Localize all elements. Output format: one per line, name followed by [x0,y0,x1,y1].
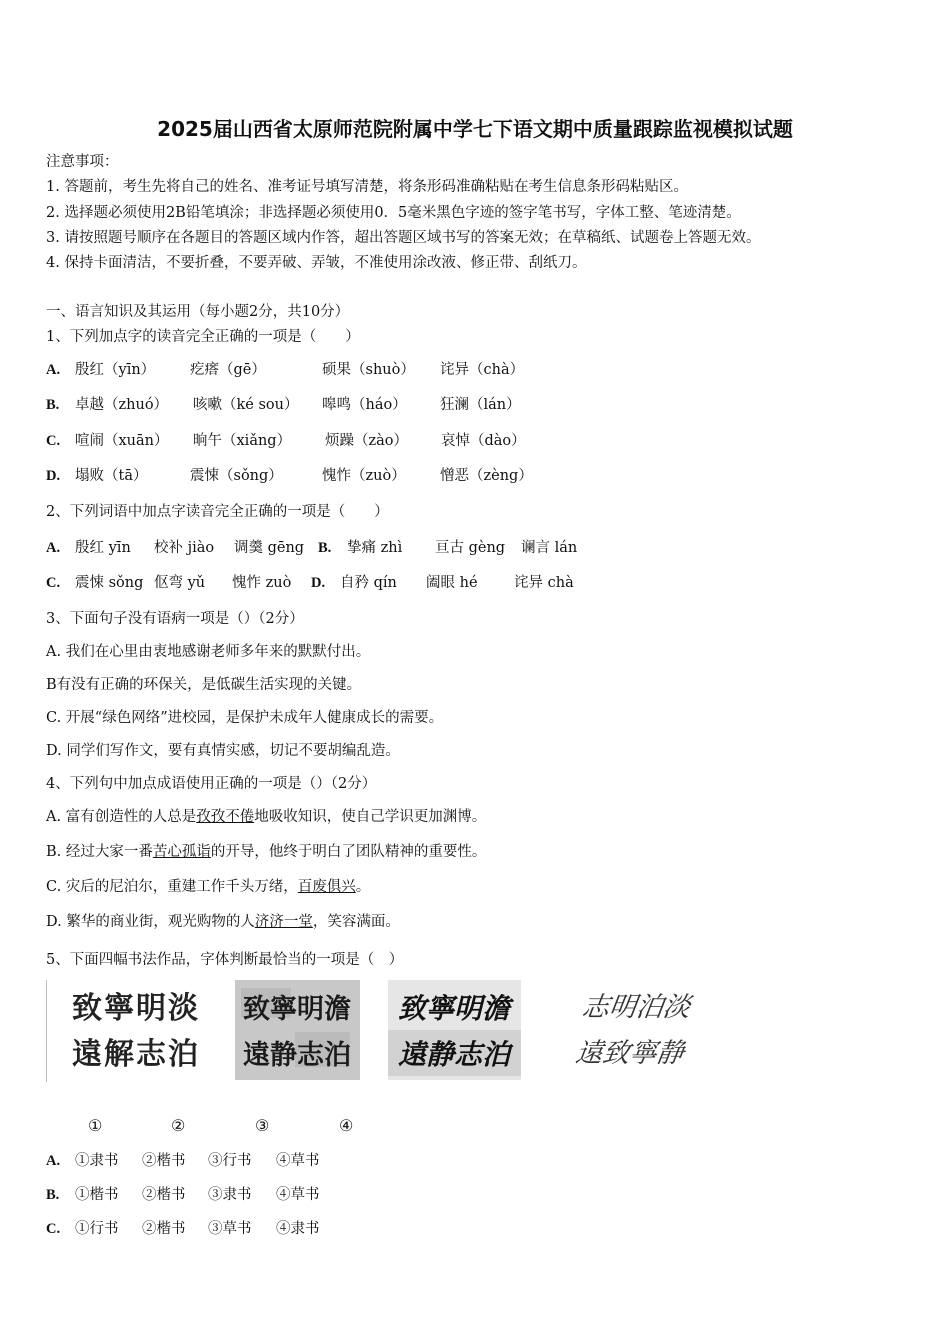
image-border [46,980,47,1082]
q1-option-label: C. [46,433,61,449]
question-3-stem: 3、下面句子没有语病一项是（）（2分） [46,611,304,627]
notice-item: 2. 选择题必须使用2B铅笔填涂；非选择题必须使用0．5毫米黑色字迹的签字笔书写，字体工整、笔迹清楚。 [46,205,741,221]
question-1-stem: 1、下列加点字的读音完全正确的一项是（ ） [46,329,360,345]
q2-option-item: 自矜 qín [340,575,397,591]
q5-option-item: ④草书 [276,1153,320,1169]
q2-option-label: D. [311,575,326,591]
calligraphy-text: 致寧明澹 [397,992,511,1025]
q1-option-label: B. [46,397,60,413]
notice-item: 1. 答题前，考生先将自己的姓名、准考证号填写清楚，将条形码准确粘贴在考生信息条形码粘贴区。 [46,179,688,195]
question-5-stem: 5、下面四幅书法作品，字体判断最恰当的一项是（ ） [46,952,404,968]
section-heading: 一、语言知识及其运用（每小题2分，共10分） [46,304,350,320]
q5-option-label: C. [46,1221,61,1237]
idiom: 百废俱兴 [297,879,356,895]
q1-option-item: 诧异（chà） [440,362,525,378]
q2-option-item: 校补 jiào [154,540,215,556]
q2-option-item: 亘古 gèng [435,540,506,556]
q5-option-item: ②楷书 [142,1187,186,1203]
idiom: 苦心孤诣 [152,844,211,860]
calligraphy-text: 遠静志泊 [397,1038,511,1071]
q2-option-item: 震悚 sǒng [75,575,144,591]
q2-option-item: 殷红 yīn [75,540,131,556]
q5-option-label: A. [46,1153,61,1169]
q4-option: B. 经过大家一番苦心孤诣的开导，他终于明白了团队精神的重要性。 [46,844,487,860]
q1-option-item: 嗥鸣（háo） [322,397,407,413]
q1-option-item: 晌午（xiǎng） [193,433,292,449]
q4-option: A. 富有创造性的人总是孜孜不倦地吸收知识，使自己学识更加渊博。 [46,809,487,825]
q5-option-item: ①隶书 [75,1153,119,1169]
q1-option-item: 疙瘩（gē） [190,362,266,378]
calligraphy-text: 致寧明澹 [243,994,351,1025]
calligraphy-text: 志明泊淡 [579,992,693,1023]
q1-option-item: 震悚（sǒng） [190,468,283,484]
q5-option-item: ④草书 [276,1187,320,1203]
q3-option: D. 同学们写作文，要有真情实感，切记不要胡编乱造。 [46,743,400,759]
q5-option-item: ①楷书 [75,1187,119,1203]
calligraphy-work-1 [66,980,206,1080]
q2-option-item: 谰言 lán [521,540,578,556]
q4-option: D. 繁华的商业街，观光购物的人济济一堂，笑容满面。 [46,914,400,930]
q1-option-item: 愧怍（zuò） [322,468,406,484]
q1-option-label: A. [46,362,61,378]
q5-option-label: B. [46,1187,60,1203]
q1-option-item: 喧闹（xuān） [75,433,169,449]
q2-option-item: 阖眼 hé [426,575,478,591]
q2-option-item: 调羹 gēng [234,540,305,556]
q1-option-item: 卓越（zhuó） [75,397,169,413]
calligraphy-work-2 [235,980,360,1080]
q3-option: A. 我们在心里由衷地感谢老师多年来的默默付出。 [46,644,371,660]
idiom: 孜孜不倦 [196,809,255,825]
q5-option-item: ①行书 [75,1221,119,1237]
question-4-stem: 4、下列句中加点成语使用正确的一项是（）（2分） [46,776,377,792]
q1-option-item: 哀悼（dào） [441,433,526,449]
q4-option: C. 灾后的尼泊尔，重建工作千头万绪，百废俱兴。 [46,879,371,895]
notice-item: 4. 保持卡面清洁，不要折叠，不要弄破、弄皱，不准使用涂改液、修正带、刮纸刀。 [46,255,587,271]
q2-option-label: A. [46,540,61,556]
work-number: ③ [255,1116,270,1135]
calligraphy-text: 遠解志泊 [72,1037,200,1072]
q1-option-item: 殷红（yīn） [75,362,156,378]
notice-heading: 注意事项： [46,154,119,170]
q1-option-item: 硕果（shuò） [322,362,415,378]
q1-option-item: 咳嗽（ké sou） [193,397,299,413]
calligraphy-work-4 [573,980,708,1080]
q5-option-item: ③隶书 [208,1187,252,1203]
q2-option-item: 愧怍 zuò [232,575,292,591]
q5-option-item: ②楷书 [142,1153,186,1169]
calligraphy-text: 遠致寧静 [573,1038,686,1069]
q2-option-item: 挚痛 zhì [347,540,403,556]
q2-option-item: 伛弯 yǔ [154,575,206,591]
q1-option-label: D. [46,468,61,484]
q1-option-item: 狂澜（lán） [440,397,521,413]
q3-option: B有没有正确的环保关，是低碳生活实现的关键。 [46,677,362,693]
idiom: 济济一堂 [254,914,313,930]
q2-option-item: 诧异 chà [514,575,574,591]
calligraphy-text: 致寧明淡 [72,991,200,1026]
calligraphy-work-3 [388,980,521,1080]
q5-option-item: ④隶书 [276,1221,320,1237]
work-number: ② [171,1116,186,1135]
q2-option-label: C. [46,575,61,591]
notice-item: 3. 请按照题号顺序在各题目的答题区域内作答，超出答题区域书写的答案无效；在草稿纸、试题卷上答题无效。 [46,230,761,246]
q2-option-label: B. [318,540,332,556]
work-number: ④ [339,1116,354,1135]
q5-option-item: ③行书 [208,1153,252,1169]
work-number: ① [88,1116,103,1135]
q1-option-item: 塌败（tā） [75,468,148,484]
q5-option-item: ③草书 [208,1221,252,1237]
calligraphy-text: 遠静志泊 [243,1040,351,1071]
q1-option-item: 憎恶（zèng） [440,468,533,484]
q1-option-item: 烦躁（zào） [325,433,409,449]
q3-option: C. 开展“绿色网络”进校园，是保护未成年人健康成长的需要。 [46,710,444,726]
question-2-stem: 2、下列词语中加点字读音完全正确的一项是（ ） [46,504,389,520]
q5-option-item: ②楷书 [142,1221,186,1237]
page-title: 2025届山西省太原师范院附属中学七下语文期中质量跟踪监视模拟试题 [157,117,793,141]
